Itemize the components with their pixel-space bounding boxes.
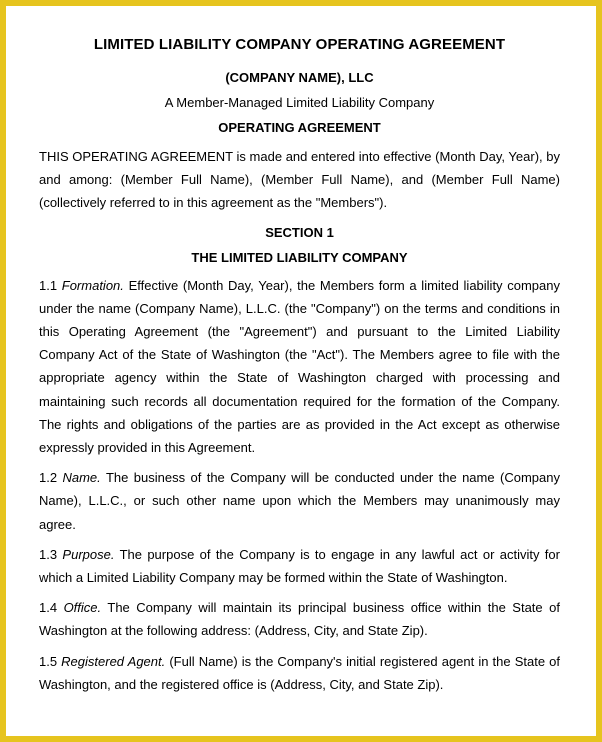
clause-formation [39, 274, 560, 460]
clause-text: The business of the Company will be conducted under the name (Company Name), L.L.C., or such other name upon which the Members may unanimously may agree. [39, 470, 560, 532]
section-number: SECTION 1 [265, 224, 334, 240]
clause-text: (Full Name) is the Company's initial registered agent in the State of Washington, and the registered office is (Address, City, and State Zip). [39, 653, 560, 692]
agreement-heading: OPERATING AGREEMENT [218, 120, 381, 135]
clause-number: 1.3 [39, 546, 58, 562]
clause-term: Formation. [61, 277, 124, 293]
clause-office [39, 596, 560, 642]
clause-number: 1.5 [39, 653, 58, 669]
clause-term: Name. [62, 470, 101, 486]
document-title: LIMITED LIABILITY COMPANY OPERATING AGREEMENT [93, 36, 506, 53]
clause-number: 1.1 [39, 277, 58, 293]
clause-registered-agent [39, 650, 560, 696]
document-subtitle: A Member-Managed Limited Liability Company [164, 95, 435, 110]
clause-term: Registered Agent. [61, 653, 166, 669]
clause-term: Purpose. [62, 546, 115, 562]
clause-purpose [39, 543, 560, 589]
section-title: THE LIMITED LIABILITY COMPANY [191, 249, 408, 265]
clause-number: 1.4 [39, 600, 58, 616]
intro-paragraph: THIS OPERATING AGREEMENT is made and entered into effective (Month Day, Year), by and among: (Member Full Name), (Member Full Name), and (Member Full Name) (collectively referred to in this agreement as the "Members"). [39, 149, 560, 211]
company-name: (COMPANY NAME), LLC [225, 70, 374, 85]
document-page [6, 6, 596, 736]
clause-text: The Company will maintain its principal business office within the State of Washington at the following address: (Address, City, and State Zip). [39, 600, 560, 639]
clause-text: The purpose of the Company is to engage in any lawful act or activity for which a Limited Liability Company may be formed within the State of Washington. [39, 546, 560, 586]
clause-name [39, 466, 560, 536]
clause-text: Effective (Month Day, Year), the Members form a limited liability company under the name (Company Name), L.L.C. (the "Company") on the terms and conditions in this Operating Agreement (the "Agreement") and pursuant to the Limited Liability Company Act of the State of Washington (the "Act"). The Members agree to file with the appropriate agency within the State of Washington charged with processing and maintaining such records all documentation required for the formation of the Company. The rights and obligations of the parties are as provided in the Act except as otherwise expressly provided in this Agreement. [39, 277, 560, 456]
clause-number: 1.2 [39, 470, 58, 486]
clause-term: Office. [63, 600, 102, 616]
